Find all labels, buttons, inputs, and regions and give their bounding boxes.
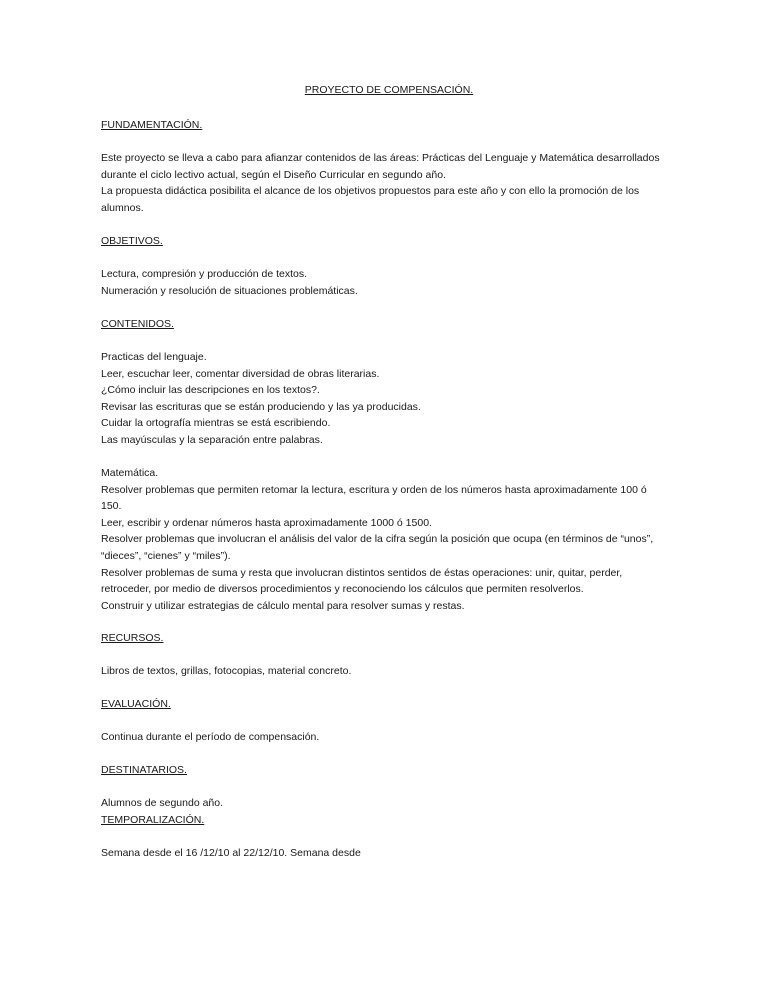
recursos-paragraph <box>101 663 681 680</box>
paragraph-line: Numeración y resolución de situaciones problemáticas. <box>101 284 358 297</box>
paragraph-line: durante el ciclo lectivo actual, según el Diseño Curricular en segundo año. <box>101 168 446 181</box>
destinatarios-paragraph <box>101 795 681 812</box>
destinatarios-heading: DESTINATARIOS. <box>101 764 187 776</box>
recursos-heading: RECURSOS. <box>101 632 164 644</box>
contenidos-matematica-paragraph <box>101 465 681 614</box>
paragraph-line: Revisar las escrituras que se están produciendo y las ya producidas. <box>101 400 421 413</box>
paragraph-line: Practicas del lenguaje. <box>101 351 207 363</box>
document-title: PROYECTO DE COMPENSACIÓN. <box>304 84 474 96</box>
paragraph-line: Cuidar la ortografía mientras se está escribiendo. <box>101 417 331 430</box>
paragraph-line: “dieces”, “cienes” y “miles”). <box>101 549 231 562</box>
paragraph-line: Libros de textos, grillas, fotocopias, material concreto. <box>101 665 352 677</box>
temporalizacion-paragraph <box>101 845 681 862</box>
paragraph-line: Alumnos de segundo año. <box>101 797 224 809</box>
paragraph-line: Resolver problemas que permiten retomar la lectura, escritura y orden de los números hasta aproximadamente 100 ó <box>101 483 647 496</box>
paragraph-line: Resolver problemas de suma y resta que involucran distintos sentidos de éstas operaciones: unir, quitar, perder, <box>101 566 623 579</box>
paragraph-line: Resolver problemas que involucran el análisis del valor de la cifra según la posición que ocupa (en términos de “unos”, <box>101 533 654 546</box>
fundamentacion-heading: FUNDAMENTACIÓN. <box>101 119 203 131</box>
paragraph-line: Leer, escribir y ordenar números hasta aproximadamente 1000 ó 1500. <box>101 516 432 529</box>
temporalizacion-heading: TEMPORALIZACIÓN. <box>101 814 205 826</box>
paragraph-line: Construir y utilizar estrategias de cálculo mental para resolver sumas y restas. <box>101 599 465 612</box>
paragraph-line: ¿Cómo incluir las descripciones en los textos?. <box>101 384 320 397</box>
fundamentacion-paragraph <box>101 150 681 216</box>
paragraph-line: alumnos. <box>101 201 144 214</box>
paragraph-line: Semana desde el 16 /12/10 al 22/12/10. Semana desde <box>101 847 361 859</box>
paragraph-line: retroceder, por medio de diversos procedimientos y reconociendo los cálculos que permiten resolverlos. <box>101 583 584 596</box>
paragraph-line: Continua durante el período de compensación. <box>101 731 320 743</box>
objetivos-paragraph <box>101 266 681 299</box>
paragraph-line: Las mayúsculas y la separación entre palabras. <box>101 433 323 446</box>
paragraph-line: Matemática. <box>101 467 159 479</box>
paragraph-line: 150. <box>101 500 122 513</box>
paragraph-line: La propuesta didáctica posibilita el alcance de los objetivos propuestos para este año y con ello la promoción de los <box>101 185 640 198</box>
objetivos-heading: OBJETIVOS. <box>101 235 163 247</box>
paragraph-line: Lectura, compresión y producción de textos. <box>101 268 308 280</box>
paragraph-line: Leer, escuchar leer, comentar diversidad de obras literarias. <box>101 367 380 380</box>
paragraph-line: Este proyecto se lleva a cabo para afianzar contenidos de las áreas: Prácticas del Lenguaje y Matemática desarrollados <box>101 152 660 164</box>
evaluacion-paragraph <box>101 729 681 746</box>
contenidos-heading: CONTENIDOS. <box>101 318 174 330</box>
contenidos-lenguaje-paragraph <box>101 349 681 449</box>
evaluacion-heading: EVALUACIÓN. <box>101 698 171 710</box>
